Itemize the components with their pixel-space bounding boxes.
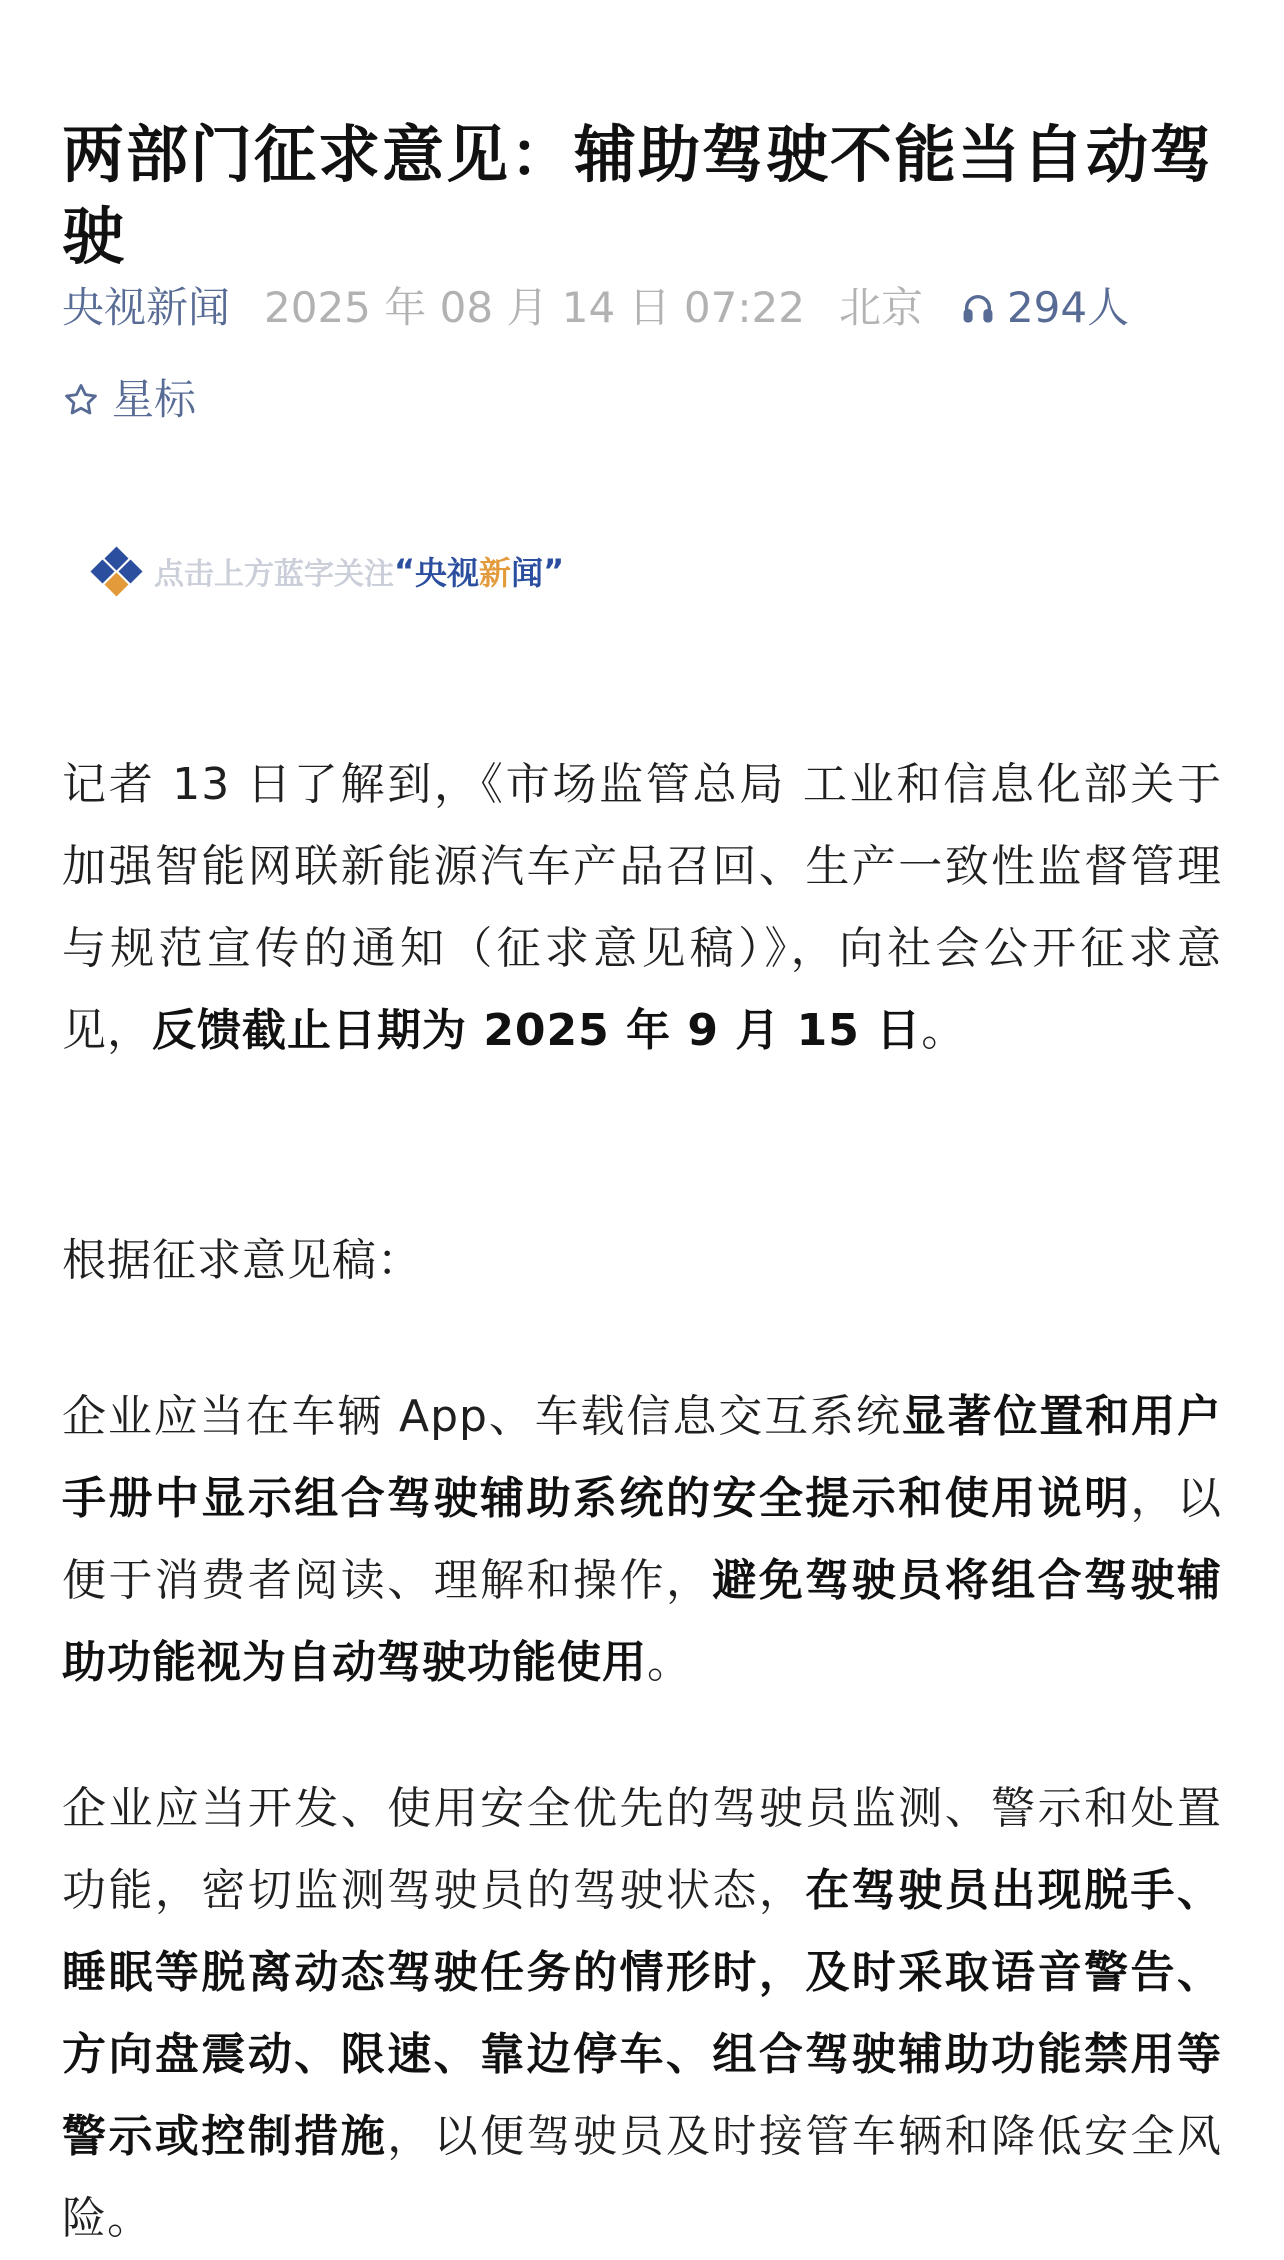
star-label: 星标 (112, 375, 197, 424)
follow-banner[interactable] (90, 548, 564, 594)
paragraph-bold-text: 显著位置和用户手册中显示组合驾驶辅助系统的安全提示和使用说明 (62, 1391, 1222, 1524)
paragraph-bold-text: 避免驾驶员将组合驾驶辅助功能视为自动驾驶功能使用 (62, 1555, 1223, 1688)
quote-close: ” (543, 552, 565, 590)
paragraph-text: 。 (647, 1637, 692, 1688)
publish-location: 北京 (838, 283, 923, 332)
account-name-part: 闻 (511, 554, 544, 592)
quote-open: “ (394, 552, 416, 590)
listen-button[interactable] (961, 278, 1129, 338)
paragraph (62, 1768, 1222, 2260)
headphones-icon (961, 291, 995, 325)
star-button[interactable] (62, 372, 196, 428)
paragraph (62, 1376, 1222, 1704)
star-icon (62, 381, 100, 419)
cctv-news-logo-icon (90, 549, 146, 593)
article-meta (62, 278, 1242, 338)
paragraph-text: ，以便驾驶员及时接管车辆和降低安全风险。 (62, 2111, 1223, 2244)
paragraph-bold-text: 在驾驶员出现脱手、睡眠等脱离动态驾驶任务的情形时，及时采取语音警告、方向盘震动、限速、靠边停车、组合驾驶辅助功能禁用等警示或控制措施 (62, 1865, 1223, 2162)
source-account-link[interactable]: 央视新闻 (62, 283, 231, 332)
publish-date: 2025 年 08 月 14 日 07:22 (264, 283, 805, 332)
account-name-part: 央视 (415, 554, 480, 592)
article-title: 两部门征求意见：辅助驾驶不能当自动驾驶 (62, 117, 1215, 273)
paragraph (62, 744, 1222, 1072)
paragraph-text: 企业应当开发、使用安全优先的驾驶员监测、警示和处置功能，密切监测驾驶员的驾驶状态， (62, 1783, 1222, 1916)
paragraph (62, 1220, 1222, 1302)
paragraph-text: 企业应当在车辆 App、车载信息交互系统 (62, 1391, 902, 1442)
paragraph-text: 。 (921, 1005, 967, 1056)
paragraph-text: 记者 13 日了解到，《市场监管总局 工业和信息化部关于加强智能网联新能源汽车产品召回、生产一致性监督管理与规范宣传的通知（征求意见稿）》，向社会公开征求意见， (62, 759, 1222, 1056)
paragraph-text: 根据征求意见稿： (62, 1235, 422, 1286)
paragraph-text: ，以便于消费者阅读、理解和操作， (62, 1473, 1223, 1606)
follow-hint: 点击上方蓝字关注 (154, 557, 394, 592)
paragraph-bold-text: 反馈截止日期为 2025 年 9 月 15 日 (152, 1005, 922, 1056)
account-name-part: 新 (479, 554, 512, 592)
listen-count: 294人 (1006, 283, 1130, 332)
